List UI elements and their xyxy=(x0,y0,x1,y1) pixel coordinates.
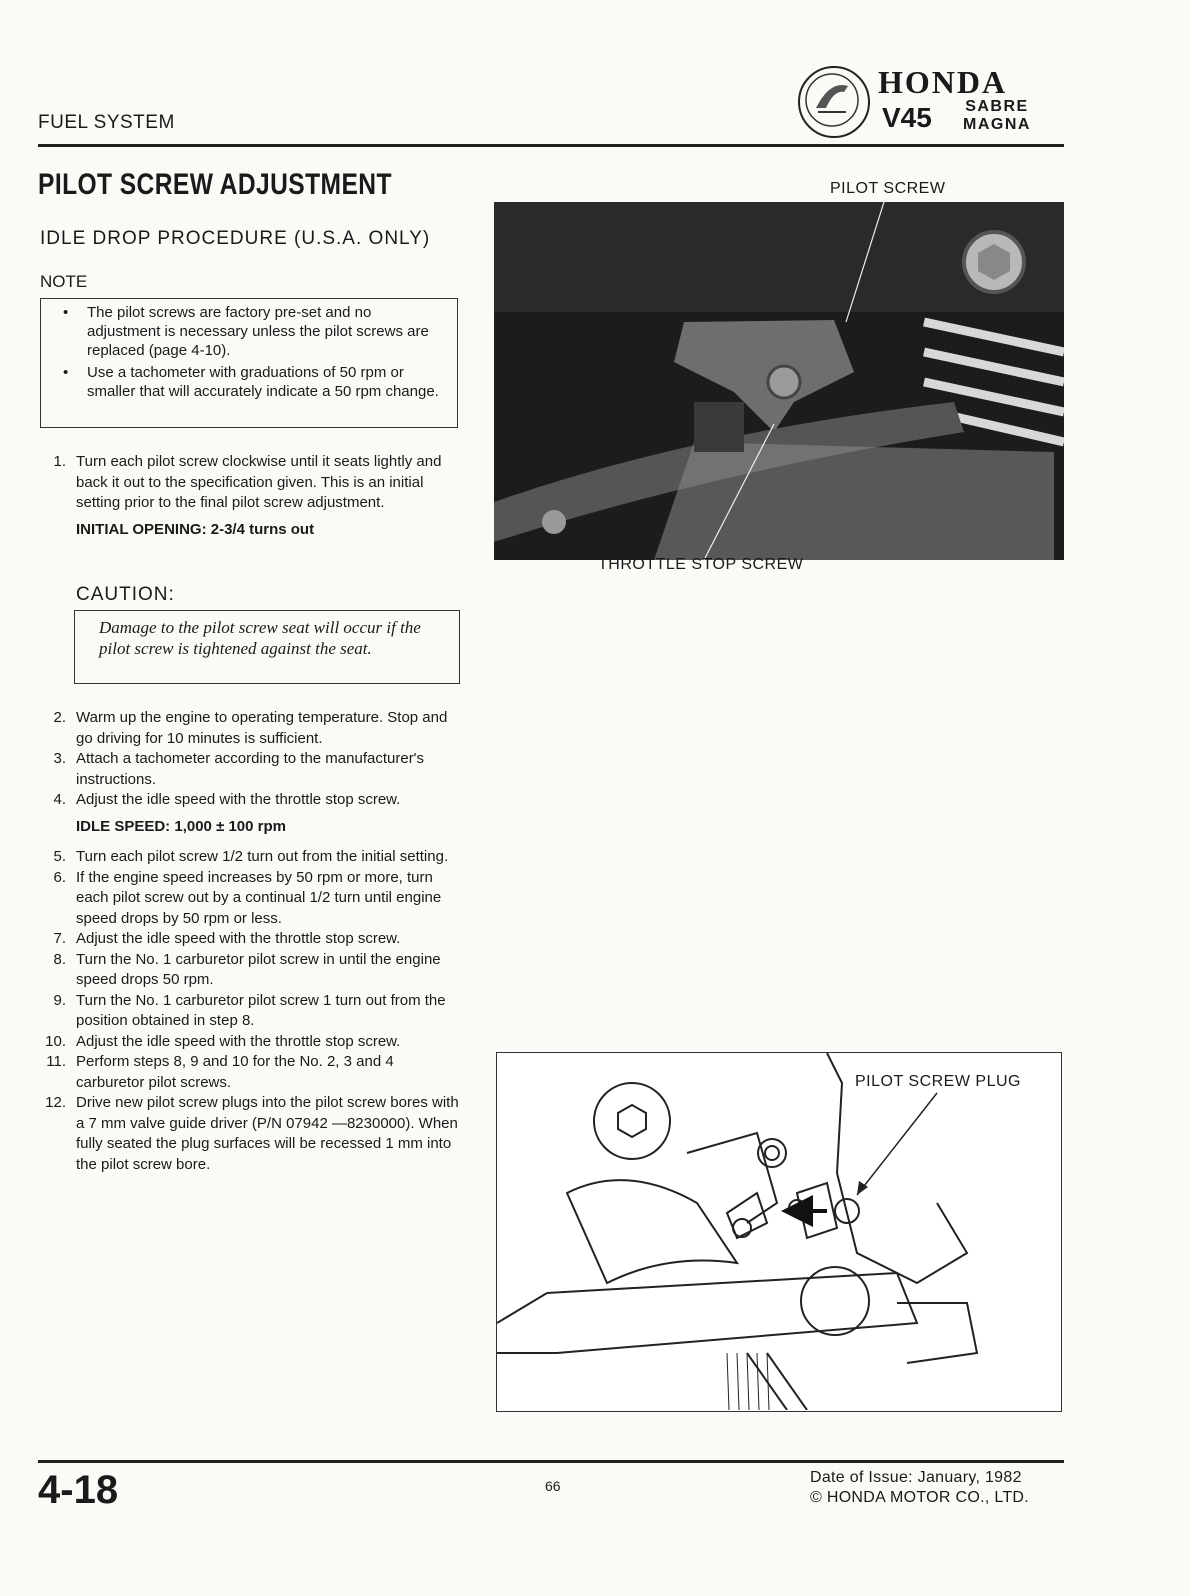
copyright: © HONDA MOTOR CO., LTD. xyxy=(810,1489,1030,1506)
step-item xyxy=(40,847,460,868)
step-number: 7. xyxy=(53,930,66,947)
step-number: 4. xyxy=(53,791,66,808)
step-number: 9. xyxy=(53,991,66,1009)
idle-speed-spec xyxy=(40,817,460,838)
page-number: 4-18 xyxy=(38,1468,119,1512)
step-text: Warm up the engine to operating temperature. Stop and go driving for 10 minutes is sufficient. xyxy=(76,709,448,747)
header-rule xyxy=(38,144,1064,147)
variant-sabre: SABRE xyxy=(965,98,1029,115)
note-label: NOTE xyxy=(40,272,88,291)
caution-label: CAUTION: xyxy=(76,584,175,605)
model-variants xyxy=(963,98,1031,134)
step-number: 10. xyxy=(45,1032,66,1050)
step-item xyxy=(40,790,460,811)
procedure-subtitle: IDLE DROP PROCEDURE (U.S.A. ONLY) xyxy=(40,228,431,249)
spec-label: IDLE SPEED: xyxy=(76,817,171,835)
step-text: Turn the No. 1 carburetor pilot screw 1 turn out from the position obtained in step 8. xyxy=(76,991,446,1029)
step-item xyxy=(40,452,460,514)
step-text: Turn each pilot screw clockwise until it seats lightly and back it out to the specification given. This is an initial setting prior to the final pilot screw adjustment. xyxy=(76,453,442,511)
step-text: Adjust the idle speed with the throttle stop screw. xyxy=(76,791,401,808)
step-item xyxy=(40,950,460,991)
step-number: 6. xyxy=(53,868,66,886)
pilot-screw-plug-label: PILOT SCREW PLUG xyxy=(855,1073,1021,1090)
step-text: Adjust the idle speed with the throttle stop screw. xyxy=(76,930,401,947)
note-item: • The pilot screws are factory pre-set and no adjustment is necessary unless the pilot screws are replaced (page 4-10). xyxy=(61,303,447,360)
step-item xyxy=(40,708,460,749)
step-text: Adjust the idle speed with the throttle stop screw. xyxy=(76,1032,401,1050)
page-title: PILOT SCREW ADJUSTMENT xyxy=(38,168,392,201)
note-item: • Use a tachometer with graduations of 50 rpm or smaller that will accurately indicate a 50 rpm change. xyxy=(61,363,447,401)
model-name: V45 xyxy=(882,102,932,133)
sheet-number: 66 xyxy=(545,1478,561,1494)
pilot-screw-label: PILOT SCREW xyxy=(830,180,946,197)
step-number: 5. xyxy=(53,848,66,865)
step-list-1 xyxy=(40,452,460,550)
step-text: Perform steps 8, 9 and 10 for the No. 2, 3 and 4 carburetor pilot screws. xyxy=(76,1053,394,1091)
throttle-stop-screw-label: THROTTLE STOP SCREW xyxy=(598,556,804,573)
step-number: 8. xyxy=(53,950,66,968)
step-text: Turn each pilot screw 1/2 turn out from the initial setting. xyxy=(76,848,449,865)
note-box xyxy=(40,298,458,428)
spec-value: 1,000 ± 100 rpm xyxy=(174,817,286,835)
step-text: Attach a tachometer according to the manufacturer's instructions. xyxy=(76,750,425,788)
footer-rule xyxy=(38,1460,1064,1463)
section-title: FUEL SYSTEM xyxy=(38,112,175,133)
step-list-2 xyxy=(40,708,460,1175)
step-number: 1. xyxy=(53,453,66,470)
initial-opening-spec xyxy=(40,520,460,541)
step-item xyxy=(40,929,460,950)
wing-emblem-icon xyxy=(798,66,870,138)
step-item xyxy=(40,749,460,790)
spec-label: INITIAL OPENING: xyxy=(76,520,207,538)
step-item xyxy=(40,1052,460,1093)
step-number: 3. xyxy=(53,750,66,767)
step-item xyxy=(40,991,460,1032)
step-item xyxy=(40,1032,460,1053)
brand-name: HONDA xyxy=(878,64,1008,100)
step-text: Drive new pilot screw plugs into the pilot screw bores with a 7 mm valve guide driver (P/N 07942 —8230000). When fully seated the plug surfaces will be recessed 1 mm into the pilot screw bore. xyxy=(76,1094,459,1173)
step-number: 12. xyxy=(45,1094,66,1111)
caution-box: Damage to the pilot screw seat will occur if the pilot screw is tightened against the seat. xyxy=(74,610,460,684)
honda-logo xyxy=(798,64,1068,136)
spec-value: 2-3/4 turns out xyxy=(210,520,315,538)
issue-date: Date of Issue: January, 1982 xyxy=(810,1469,1022,1486)
step-number: 2. xyxy=(53,709,66,726)
engine-photo xyxy=(494,202,1064,560)
variant-magna: MAGNA xyxy=(963,116,1031,133)
step-item xyxy=(40,1093,460,1175)
pilot-screw-plug-diagram xyxy=(496,1052,1062,1412)
issue-info xyxy=(810,1468,1029,1508)
step-item xyxy=(40,868,460,930)
step-number: 11. xyxy=(46,1053,66,1070)
step-text: If the engine speed increases by 50 rpm or more, turn each pilot screw out by a continual 1/2 turn until engine speed drops by 50 rpm or less. xyxy=(76,868,442,927)
step-text: Turn the No. 1 carburetor pilot screw in until the engine speed drops 50 rpm. xyxy=(76,950,441,988)
